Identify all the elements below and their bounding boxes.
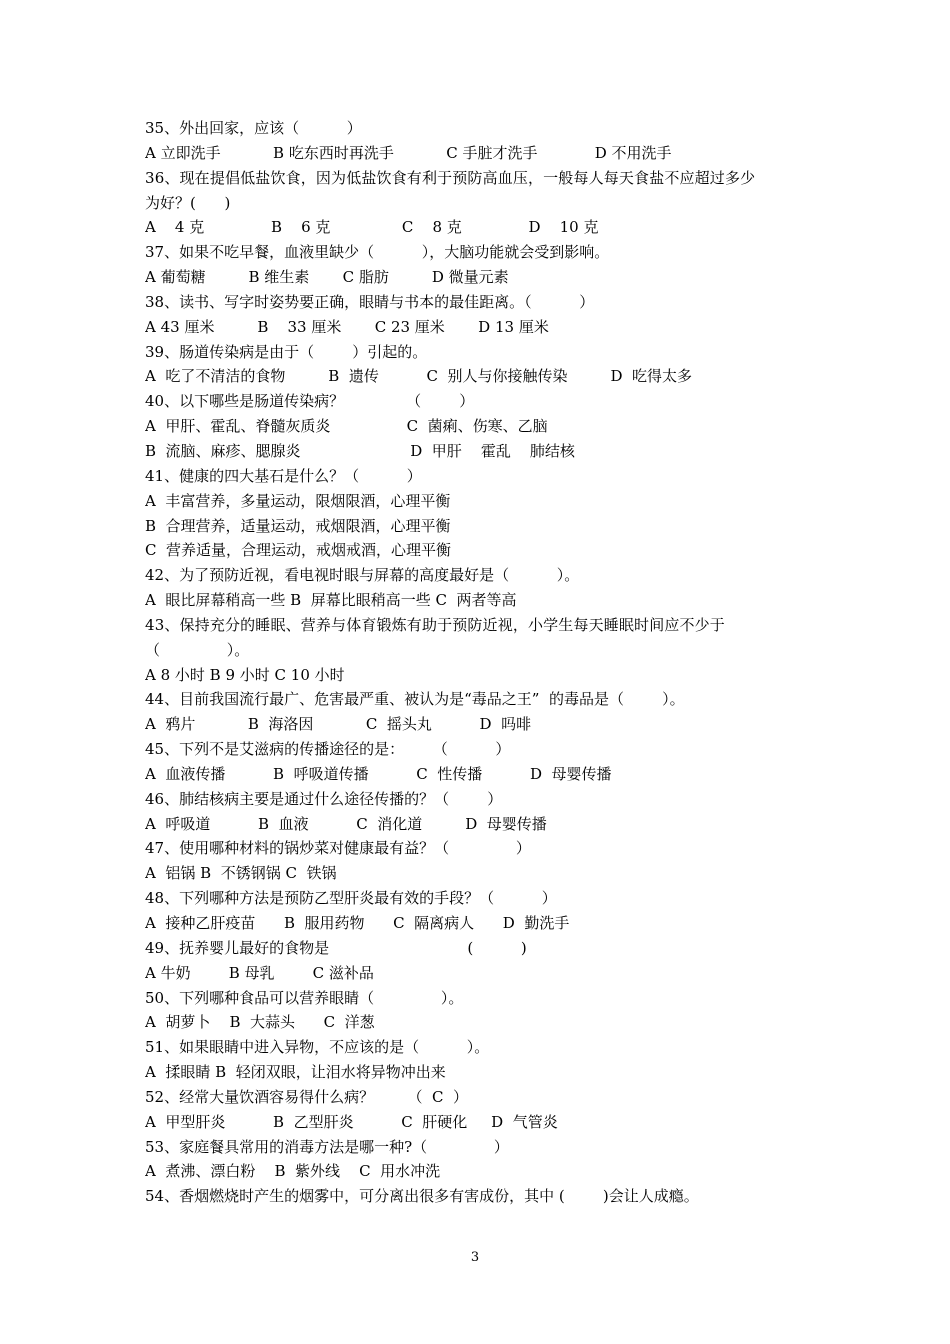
answer-options-line: A 甲肝、霍乱、脊髓灰质炎 C 菌痢、伤寒、乙脑	[145, 417, 548, 436]
answer-options-line: A 呼吸道 B 血液 C 消化道 D 母婴传播	[145, 814, 547, 833]
answer-options-line: A 吃了不清洁的食物 B 遗传 C 别人与你接触传染 D 吃得太多	[145, 367, 693, 386]
page-number: 3	[470, 1250, 480, 1265]
answer-options-line: A 8 小时 B 9 小时 C 10 小时	[145, 665, 345, 684]
answer-options-line: A 丰富营养，多量运动，限烟限酒，心理平衡	[145, 491, 451, 510]
question-line: 39、肠道传染病是由于（ ）引起的。	[145, 342, 428, 361]
question-line: 37、如果不吃早餐，血液里缺少（ ），大脑功能就会受到影响。	[145, 243, 610, 262]
answer-options-line: B 流脑、麻疹、腮腺炎 D 甲肝 霍乱 肺结核	[145, 441, 575, 460]
question-line: 52、经常大量饮酒容易得什么病？ （ C ）	[145, 1087, 469, 1106]
question-line: 35、外出回家，应该（ ）	[145, 119, 362, 137]
answer-options-line: A 葡萄糖 B 维生素 C 脂肪 D 微量元素	[145, 268, 509, 287]
answer-options-line: A 揉眼睛 B 轻闭双眼，让泪水将异物冲出来	[145, 1063, 446, 1082]
answer-options-line: C 营养适量，合理运动，戒烟戒酒，心理平衡	[145, 541, 452, 560]
question-line: 53、家庭餐具常用的消毒方法是哪一种?（ ）	[145, 1137, 509, 1156]
question-line: 45、下列不是艾滋病的传播途径的是： （ ）	[145, 740, 511, 759]
answer-options-line: A 铝锅 B 不锈钢锅 C 铁锅	[145, 864, 337, 883]
question-list	[145, 116, 820, 1209]
answer-options-line: A 立即洗手 B 吃东西时再洗手 C 手脏才洗手 D 不用洗手	[145, 143, 672, 162]
answer-options-line: A 胡萝卜 B 大蒜头 C 洋葱	[145, 1013, 375, 1032]
question-line: 36、现在提倡低盐饮食，因为低盐饮食有利于预防高血压，一般每人每天食盐不应超过多少	[145, 168, 756, 187]
answer-options-line: 为好？( )	[145, 193, 231, 212]
question-line: 50、下列哪种食品可以营养眼睛（ ）。	[145, 988, 464, 1007]
answer-options-line: A 鸦片 B 海洛因 C 摇头丸 D 吗啡	[145, 715, 532, 734]
question-line: 46、肺结核病主要是通过什么途径传播的？（ ）	[145, 789, 503, 808]
question-line: 54、香烟燃烧时产生的烟雾中，可分离出很多有害成份，其中 ( )会让人成瘾。	[145, 1187, 699, 1206]
answer-options-line: A 牛奶 B 母乳 C 滋补品	[145, 963, 374, 982]
answer-options-line: B 合理营养，适量运动，戒烟限酒，心理平衡	[145, 516, 451, 535]
answer-options-line: A 煮沸、漂白粉 B 紫外线 C 用水冲洗	[145, 1162, 441, 1181]
answer-options-line: A 血液传播 B 呼吸道传播 C 性传播 D 母婴传播	[145, 764, 612, 783]
question-line: 40、以下哪些是肠道传染病？ （ ）	[145, 392, 475, 411]
answer-options-line: A 4 克 B 6 克 C 8 克 D 10 克	[145, 218, 599, 237]
question-line: 48、下列哪种方法是预防乙型肝炎最有效的手段？（ ）	[145, 889, 557, 908]
question-line: 38、读书、写字时姿势要正确，眼睛与书本的最佳距离。（ ）	[145, 292, 595, 311]
answer-options-line: A 甲型肝炎 B 乙型肝炎 C 肝硬化 D 气管炎	[145, 1112, 558, 1131]
question-line: 43、保持充分的睡眠、营养与体育锻炼有助于预防近视，小学生每天睡眠时间应不少于	[145, 615, 725, 634]
answer-options-line: A 眼比屏幕稍高一些 B 屏幕比眼稍高一些 C 两者等高	[145, 591, 517, 610]
answer-options-line: A 接种乙肝疫苗 B 服用药物 C 隔离病人 D 勤洗手	[145, 914, 570, 932]
question-line: 44、目前我国流行最广、危害最严重、被认为是“毒品之王” 的毒品是（ ）。	[145, 690, 685, 709]
question-line: 41、健康的四大基石是什么？（ ）	[145, 466, 422, 485]
question-line: 42、为了预防近视，看电视时眼与屏幕的高度最好是（ ）。	[145, 566, 580, 585]
question-line: 47、使用哪种材料的锅炒菜对健康最有益？（ ）	[145, 839, 531, 858]
answer-options-line: A 43 厘米 B 33 厘米 C 23 厘米 D 13 厘米	[145, 317, 549, 336]
answer-options-line: （ ）。	[145, 640, 250, 659]
question-line: 51、如果眼睛中进入异物，不应该的是（ ）。	[145, 1038, 490, 1057]
question-line: 49、抚养婴儿最好的食物是 ( )	[145, 938, 527, 957]
